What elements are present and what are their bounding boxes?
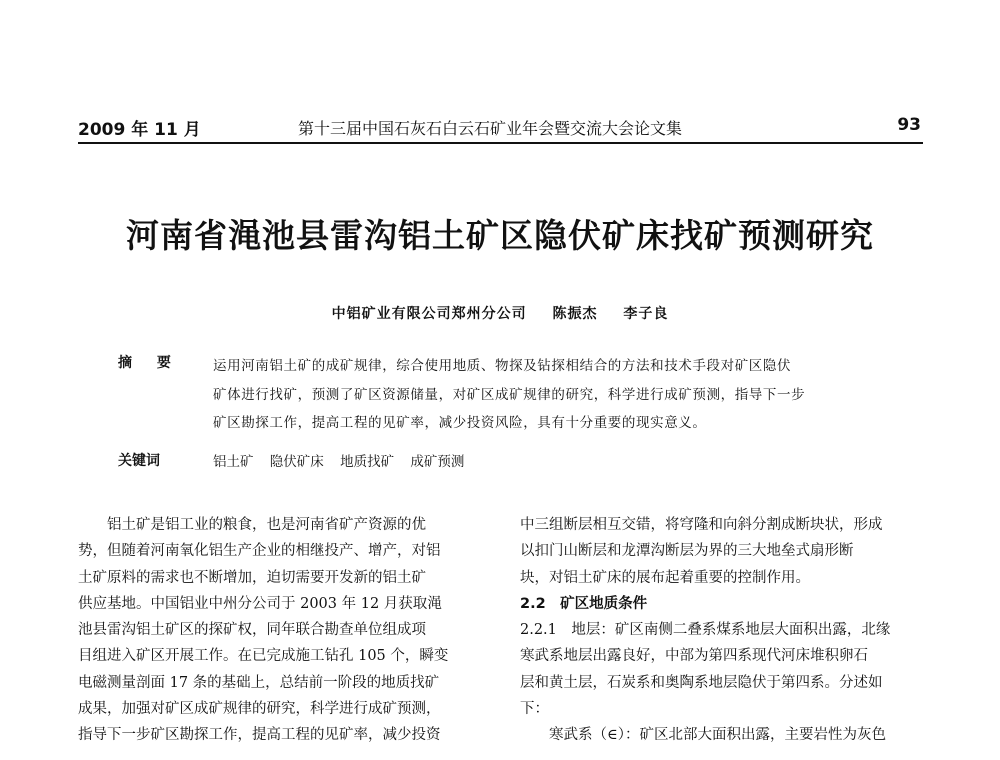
body-line: 土矿原料的需求也不断增加，迫切需要开发新的铝土矿 <box>78 569 426 586</box>
author-name: 李子良 <box>623 306 669 322</box>
body-left-column <box>78 512 498 749</box>
keywords-label: 关键词 <box>118 453 160 469</box>
body-line: 下： <box>520 701 549 718</box>
header-date: 2009 年 11 月 <box>78 120 201 140</box>
abstract-line: 矿区勘探工作，提高工程的见矿率，减少投资风险，具有十分重要的现实意义。 <box>213 415 707 431</box>
keyword: 地质找矿 <box>340 454 395 470</box>
body-line: 目组进入矿区开展工作。在已完成施工钻孔 105 个，瞬变 <box>78 648 449 665</box>
keyword: 铝土矿 <box>213 454 254 470</box>
keyword-list <box>213 450 476 470</box>
running-header <box>78 112 923 144</box>
body-line: 2.2.1 地层：矿区南侧二叠系煤系地层大面积出露，北缘 <box>520 622 891 639</box>
body-line: 势，但随着河南氧化铝生产企业的相继投产、增产，对铝 <box>78 543 441 560</box>
body-line: 寒武系（∈）：矿区北部大面积出露，主要岩性为灰色 <box>520 727 886 744</box>
keyword: 隐伏矿床 <box>269 454 324 470</box>
body-line: 铝土矿是铝工业的粮食，也是河南省矿产资源的优 <box>78 517 426 533</box>
author-name: 陈振杰 <box>552 306 598 322</box>
keyword: 成矿预测 <box>410 454 465 470</box>
body-line: 块，对铝土矿床的展布起着重要的控制作用。 <box>520 569 810 586</box>
abstract-label: 摘 要 <box>118 355 181 371</box>
body-line: 电磁测量剖面 17 条的基础上，总结前一阶段的地质找矿 <box>78 674 440 691</box>
page-number: 93 <box>897 115 921 135</box>
author-line <box>0 303 1000 323</box>
body-line: 以扣门山断层和龙潭沟断层为界的三大地垒式扇形断 <box>520 543 854 560</box>
abstract-line: 运用河南铝土矿的成矿规律，综合使用地质、物探及钻探相结合的方法和技术手段对矿区隐伏 <box>213 358 792 374</box>
body-line: 指导下一步矿区勘探工作，提高工程的见矿率，减少投资 <box>78 727 441 744</box>
body-line: 寒武系地层出露良好，中部为第四系现代河床堆积卵石 <box>520 648 868 665</box>
body-line: 层和黄土层，石炭系和奥陶系地层隐伏于第四系。分述如 <box>520 674 883 691</box>
body-line: 成果，加强对矿区成矿规律的研究，科学进行成矿预测， <box>78 701 441 718</box>
body-line: 供应基地。中国铝业中州分公司于 2003 年 12 月获取渑 <box>78 595 442 612</box>
paper-title: 河南省渑池县雷沟铝土矿区隐伏矿床找矿预测研究 <box>126 216 874 255</box>
section-heading: 2.2 矿区地质条件 <box>520 595 648 612</box>
body-line: 池县雷沟铝土矿区的探矿权，同年联合勘查单位组成项 <box>78 622 426 639</box>
body-line: 中三组断层相互交错，将穹隆和向斜分割成断块状，形成 <box>520 517 883 533</box>
abstract-text <box>213 352 903 438</box>
abstract-line: 矿体进行找矿，预测了矿区资源储量，对矿区成矿规律的研究，科学进行成矿预测，指导下一步 <box>213 386 806 403</box>
body-right-column <box>520 512 940 749</box>
affiliation: 中铝矿业有限公司郑州分公司 <box>331 306 527 322</box>
header-conference-title: 第十三届中国石灰石白云石矿业年会暨交流大会论文集 <box>298 119 683 138</box>
